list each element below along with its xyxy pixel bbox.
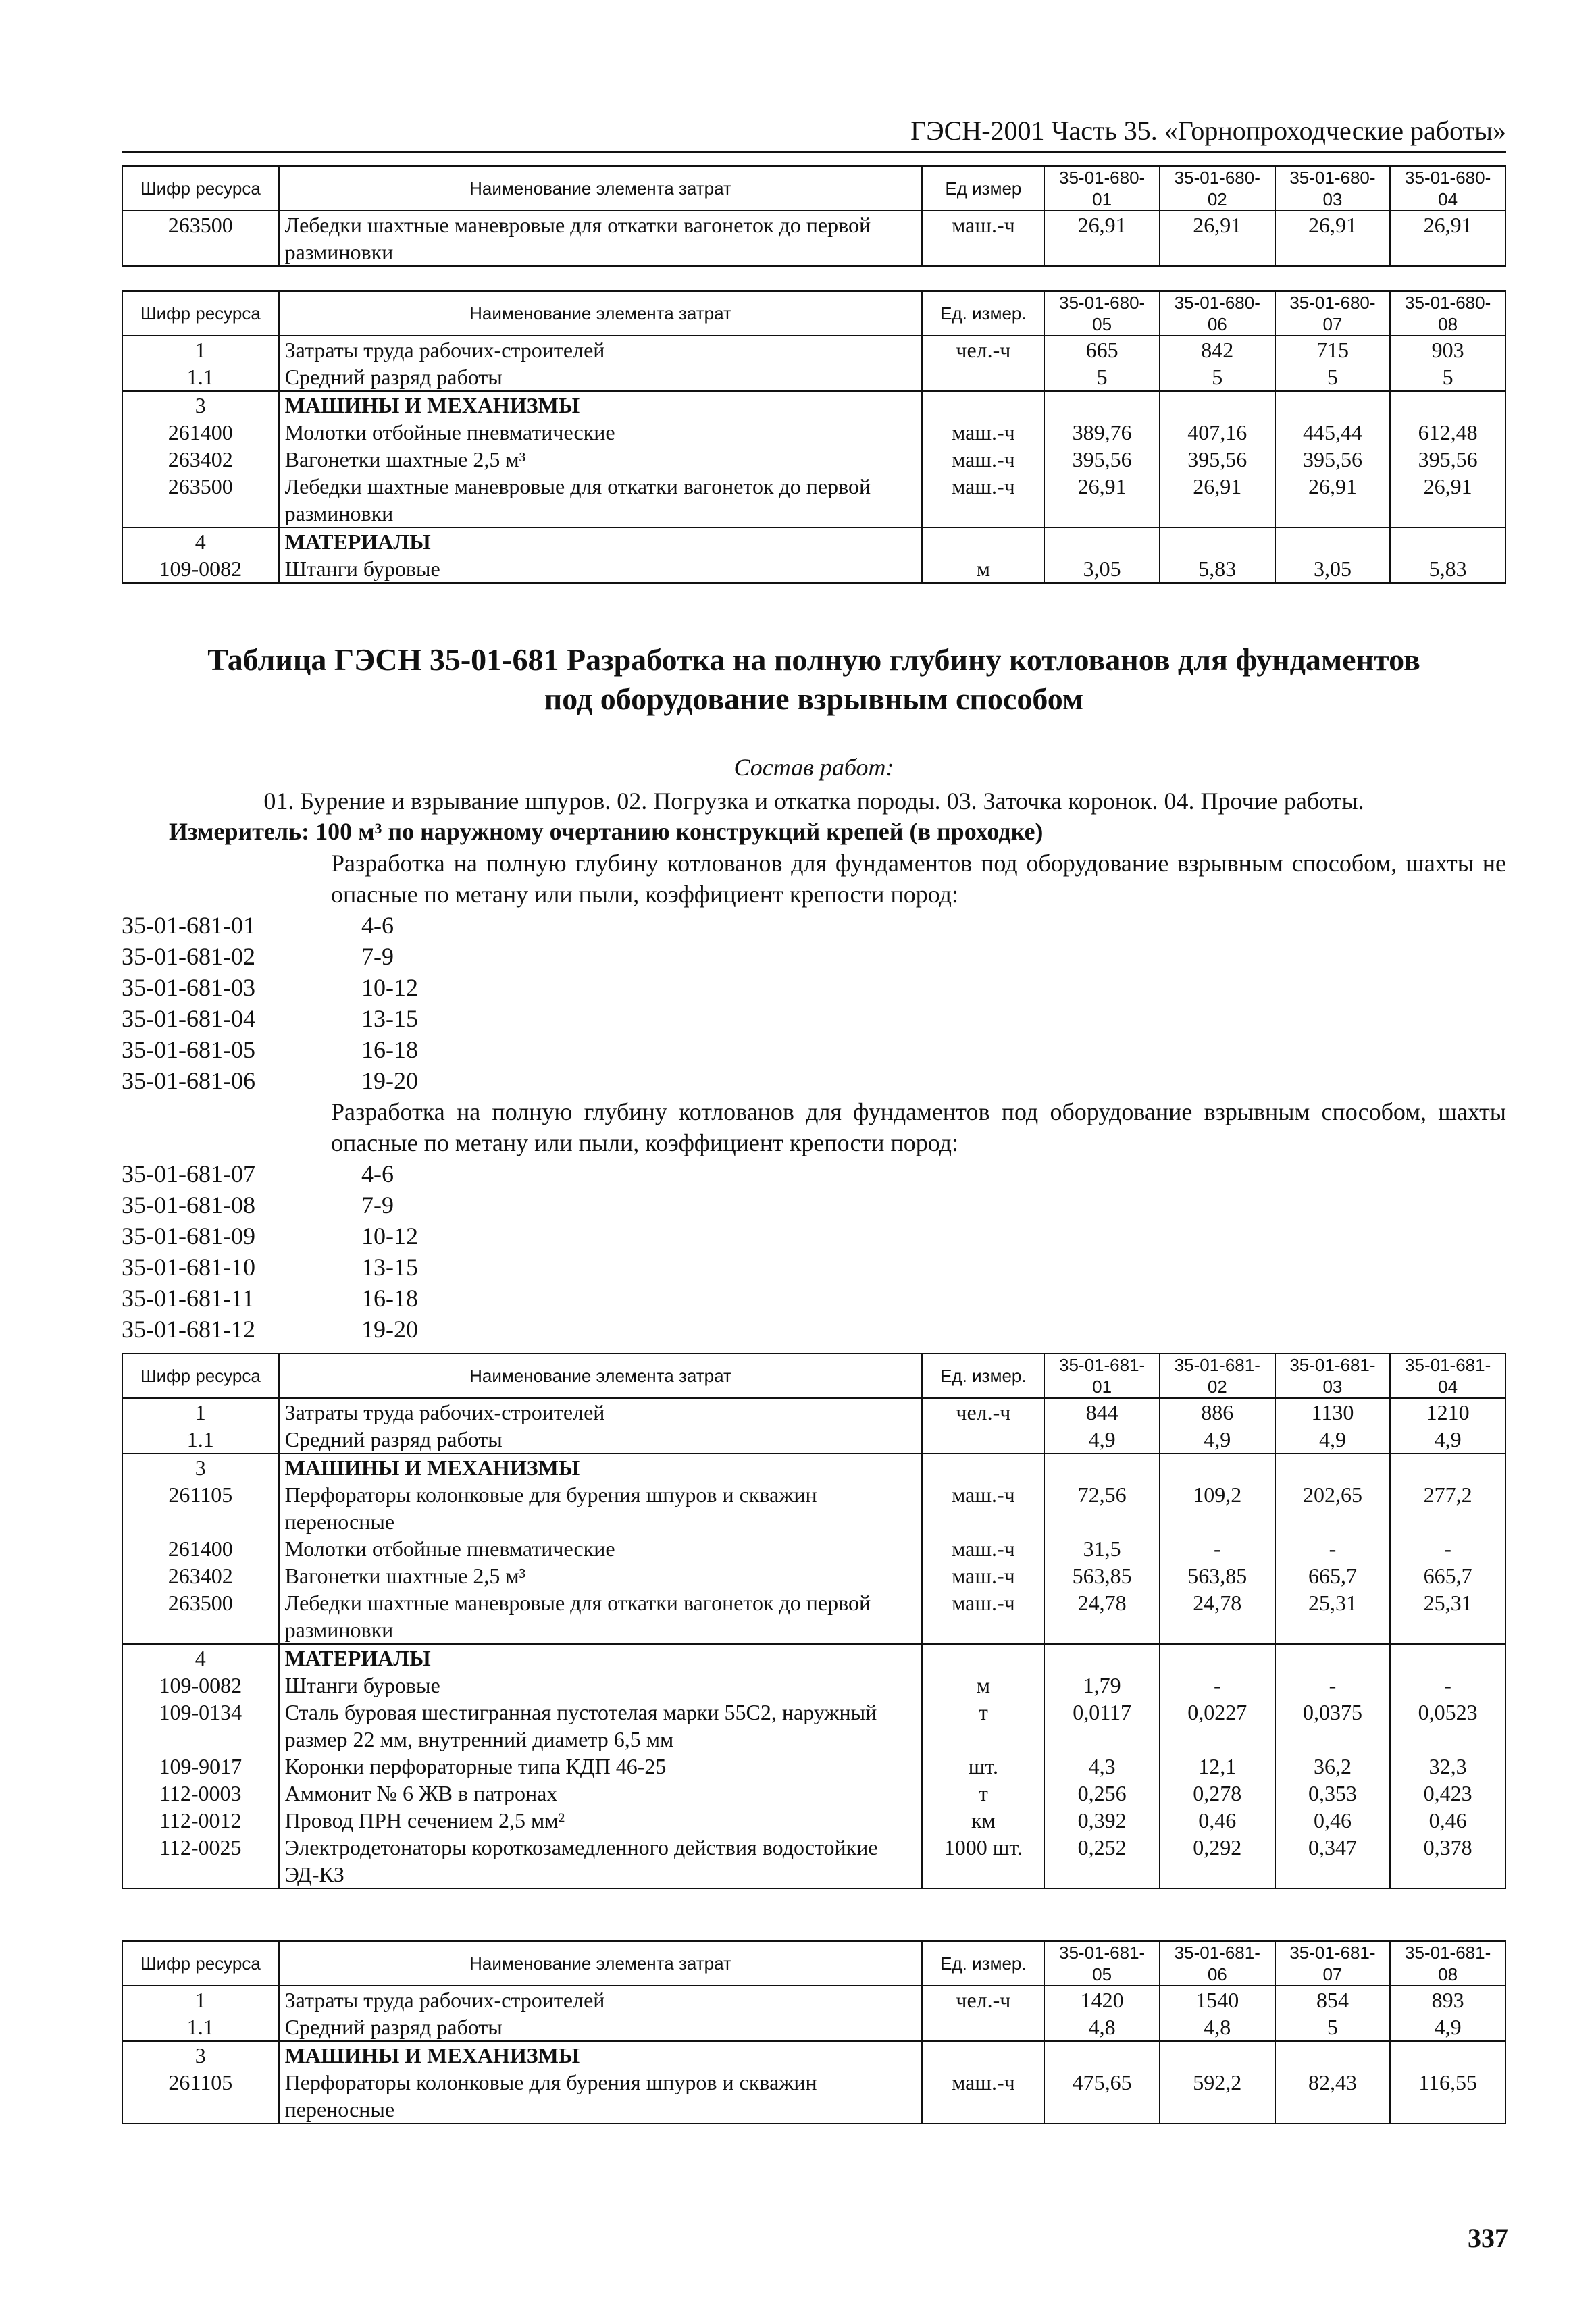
resource-code: 261105: [122, 2069, 279, 2124]
measure-label: Измеритель:: [169, 818, 310, 845]
resource-code: 112-0025: [122, 1834, 279, 1888]
resource-value: [1390, 1454, 1505, 1481]
table-row: [122, 1699, 1505, 1753]
resource-value: -: [1160, 1535, 1275, 1562]
col-variant-header: 35-01-681-07: [1275, 1941, 1391, 1986]
resource-value: 4,9: [1390, 1426, 1505, 1454]
variant-code: 35-01-681-01: [122, 912, 255, 939]
resource-value: 1540: [1160, 1986, 1275, 2013]
resource-value: 475,65: [1044, 2069, 1160, 2124]
col-code-header: Шифр ресурса: [122, 291, 279, 336]
resource-value: 4,3: [1044, 1753, 1160, 1780]
resource-name: Сталь буровая шестигранная пустотелая марки 55С2, наружный размер 22 мм, внутренний диаметр 6,5 мм: [279, 1699, 923, 1753]
table-row: [122, 1780, 1505, 1807]
resource-value: [1390, 391, 1505, 419]
resource-value: 592,2: [1160, 2069, 1275, 2124]
resource-value: 4,9: [1390, 2013, 1505, 2041]
resource-code: 1: [122, 1398, 279, 1426]
list-item: [122, 1220, 418, 1252]
resource-unit: 1000 шт.: [922, 1834, 1044, 1888]
col-variant-header: 35-01-680-07: [1275, 291, 1391, 336]
col-unit-header: Ед. измер.: [922, 1941, 1044, 1986]
resource-table-680-01-04: [122, 165, 1506, 267]
resource-value: 0,252: [1044, 1834, 1160, 1888]
col-name-header: Наименование элемента затрат: [279, 1354, 923, 1398]
col-variant-header: 35-01-681-04: [1390, 1354, 1505, 1398]
resource-name: Перфораторы колонковые для бурения шпуров и скважин переносные: [279, 1481, 923, 1535]
running-header: ГЭСН-2001 Часть 35. «Горнопроходческие работы»: [122, 115, 1506, 153]
table-row: [122, 555, 1505, 583]
resource-value: [1160, 391, 1275, 419]
resource-value: 0,292: [1160, 1834, 1275, 1888]
resource-name: Перфораторы колонковые для бурения шпуров и скважин переносные: [279, 2069, 923, 2124]
resource-name: Молотки отбойные пневматические: [279, 419, 923, 446]
resource-value: [1160, 528, 1275, 555]
resource-value: 407,16: [1160, 419, 1275, 446]
resource-code: 4: [122, 528, 279, 555]
resource-value: -: [1390, 1535, 1505, 1562]
resource-code: 263500: [122, 473, 279, 528]
resource-unit: м: [922, 555, 1044, 583]
resource-value: [1160, 1644, 1275, 1672]
resource-value: [1044, 1644, 1160, 1672]
variant-value: 19-20: [361, 1067, 418, 1094]
resource-value: [1275, 528, 1391, 555]
variant-value: 7-9: [361, 943, 394, 970]
resource-name: Вагонетки шахтные 2,5 м³: [279, 1562, 923, 1589]
variant-code: 35-01-681-05: [122, 1036, 255, 1063]
list-item: [122, 1003, 418, 1034]
resource-value: 665,7: [1390, 1562, 1505, 1589]
resource-value: 277,2: [1390, 1481, 1505, 1535]
resource-code: 263402: [122, 446, 279, 473]
col-code-header: Шифр ресурса: [122, 166, 279, 211]
resource-unit: маш.-ч: [922, 1589, 1044, 1644]
resource-value: 26,91: [1275, 473, 1391, 528]
col-name-header: Наименование элемента затрат: [279, 1941, 923, 1986]
variant-value: 19-20: [361, 1316, 418, 1343]
resource-value: 1420: [1044, 1986, 1160, 2013]
list-item: [122, 1065, 418, 1096]
variant-value: 16-18: [361, 1036, 418, 1063]
resource-unit: км: [922, 1807, 1044, 1834]
section-row: [122, 1644, 1505, 1672]
resource-unit: т: [922, 1780, 1044, 1807]
variant-code: 35-01-681-07: [122, 1160, 255, 1187]
list-item: [122, 972, 418, 1003]
resource-name: Средний разряд работы: [279, 363, 923, 391]
table-row: [122, 1481, 1505, 1535]
resource-value: 1210: [1390, 1398, 1505, 1426]
variant-list-2: [122, 1158, 418, 1345]
resource-value: 5: [1160, 363, 1275, 391]
resource-value: [1160, 2041, 1275, 2069]
resource-name: Провод ПРН сечением 2,5 мм²: [279, 1807, 923, 1834]
resource-code: 263500: [122, 1589, 279, 1644]
resource-value: [1275, 1454, 1391, 1481]
resource-value: [1275, 2041, 1391, 2069]
resource-code: 112-0012: [122, 1807, 279, 1834]
resource-value: 0,0117: [1044, 1699, 1160, 1753]
col-variant-header: 35-01-680-01: [1044, 166, 1160, 211]
resource-code: 109-0134: [122, 1699, 279, 1753]
resource-unit: [922, 1426, 1044, 1454]
variant-code: 35-01-681-02: [122, 943, 255, 970]
resource-unit: чел.-ч: [922, 1986, 1044, 2013]
resource-name: МАШИНЫ И МЕХАНИЗМЫ: [279, 2041, 923, 2069]
resource-value: 116,55: [1390, 2069, 1505, 2124]
table-row: [122, 1426, 1505, 1454]
resource-value: [1390, 2041, 1505, 2069]
resource-value: 5: [1275, 2013, 1391, 2041]
section-row: [122, 391, 1505, 419]
measure-line: [169, 817, 1043, 846]
list-item: [122, 1252, 418, 1283]
resource-unit: [922, 2013, 1044, 2041]
resource-value: 0,378: [1390, 1834, 1505, 1888]
resource-value: 842: [1160, 336, 1275, 363]
resource-value: 395,56: [1044, 446, 1160, 473]
col-variant-header: 35-01-681-02: [1160, 1354, 1275, 1398]
resource-name: МАШИНЫ И МЕХАНИЗМЫ: [279, 1454, 923, 1481]
resource-code: 109-0082: [122, 555, 279, 583]
resource-code: 3: [122, 391, 279, 419]
resource-value: 3,05: [1044, 555, 1160, 583]
variant-code: 35-01-681-10: [122, 1254, 255, 1281]
resource-value: 844: [1044, 1398, 1160, 1426]
col-variant-header: 35-01-680-03: [1275, 166, 1391, 211]
resource-code: 4: [122, 1644, 279, 1672]
table-row: [122, 1398, 1505, 1426]
col-variant-header: 35-01-681-08: [1390, 1941, 1505, 1986]
resource-value: 1130: [1275, 1398, 1391, 1426]
variant-code: 35-01-681-04: [122, 1005, 255, 1032]
resource-value: 24,78: [1044, 1589, 1160, 1644]
col-unit-header: Ед. измер.: [922, 1354, 1044, 1398]
resource-value: 26,91: [1044, 211, 1160, 266]
list-item: [122, 941, 418, 972]
resource-value: 563,85: [1160, 1562, 1275, 1589]
resource-unit: маш.-ч: [922, 1535, 1044, 1562]
resource-value: 0,423: [1390, 1780, 1505, 1807]
list-item: [122, 1189, 418, 1220]
resource-name: Затраты труда рабочих-строителей: [279, 1398, 923, 1426]
resource-code: 261105: [122, 1481, 279, 1535]
resource-value: 0,46: [1275, 1807, 1391, 1834]
variant-value: 4-6: [361, 1160, 394, 1187]
table-row: [122, 1562, 1505, 1589]
resource-value: [1160, 1454, 1275, 1481]
col-name-header: Наименование элемента затрат: [279, 166, 923, 211]
resource-name: МАТЕРИАЛЫ: [279, 528, 923, 555]
resource-code: 1.1: [122, 1426, 279, 1454]
resource-value: [1390, 1644, 1505, 1672]
variant-code: 35-01-681-06: [122, 1067, 255, 1094]
resource-name: Вагонетки шахтные 2,5 м³: [279, 446, 923, 473]
resource-name: Молотки отбойные пневматические: [279, 1535, 923, 1562]
resource-value: 1,79: [1044, 1672, 1160, 1699]
table-row: [122, 336, 1505, 363]
resource-unit: [922, 528, 1044, 555]
page-number: 337: [1468, 2223, 1508, 2253]
resource-value: 0,46: [1390, 1807, 1505, 1834]
table-row: [122, 1589, 1505, 1644]
resource-value: 3,05: [1275, 555, 1391, 583]
resource-unit: [922, 1644, 1044, 1672]
variant-value: 7-9: [361, 1191, 394, 1218]
resource-code: 3: [122, 2041, 279, 2069]
resource-unit: маш.-ч: [922, 211, 1044, 266]
resource-unit: [922, 391, 1044, 419]
resource-unit: [922, 363, 1044, 391]
resource-table-681-01-04: [122, 1353, 1506, 1889]
resource-unit: маш.-ч: [922, 473, 1044, 528]
resource-value: 24,78: [1160, 1589, 1275, 1644]
table-row: [122, 1535, 1505, 1562]
variant-code: 35-01-681-12: [122, 1316, 255, 1343]
resource-value: [1275, 1644, 1391, 1672]
resource-name: Затраты труда рабочих-строителей: [279, 336, 923, 363]
table-title-line2: под оборудование взрывным способом: [544, 682, 1084, 716]
resource-code: 109-0082: [122, 1672, 279, 1699]
resource-value: 5,83: [1160, 555, 1275, 583]
col-code-header: Шифр ресурса: [122, 1941, 279, 1986]
resource-name: Электродетонаторы короткозамедленного действия водостойкие ЭД-КЗ: [279, 1834, 923, 1888]
table-title: [122, 640, 1506, 719]
resource-value: 202,65: [1275, 1481, 1391, 1535]
resource-value: 26,91: [1275, 211, 1391, 266]
variant-group-description: Разработка на полную глубину котлованов для фундаментов под оборудование взрывным способом, шахты опасные по метану или пыли, коэффициент крепости пород:: [331, 1098, 1506, 1156]
resource-value: 5: [1044, 363, 1160, 391]
variant-list-1: [122, 910, 418, 1096]
resource-unit: т: [922, 1699, 1044, 1753]
resource-value: -: [1275, 1672, 1391, 1699]
resource-value: 4,8: [1160, 2013, 1275, 2041]
resource-value: 665: [1044, 336, 1160, 363]
resource-code: 1: [122, 1986, 279, 2013]
resource-value: 395,56: [1390, 446, 1505, 473]
list-item: [122, 1314, 418, 1345]
table-row: [122, 1753, 1505, 1780]
table-row: [122, 446, 1505, 473]
resource-value: 4,8: [1044, 2013, 1160, 2041]
resource-value: 25,31: [1390, 1589, 1505, 1644]
section-row: [122, 528, 1505, 555]
col-variant-header: 35-01-680-06: [1160, 291, 1275, 336]
list-item: [122, 910, 418, 941]
resource-value: [1044, 1454, 1160, 1481]
resource-code: 112-0003: [122, 1780, 279, 1807]
variant-value: 10-12: [361, 1223, 418, 1250]
table-row: [122, 419, 1505, 446]
resource-value: 0,46: [1160, 1807, 1275, 1834]
resource-value: [1044, 528, 1160, 555]
resource-value: 26,91: [1044, 473, 1160, 528]
resource-value: 12,1: [1160, 1753, 1275, 1780]
col-variant-header: 35-01-681-03: [1275, 1354, 1391, 1398]
col-unit-header: Ед измер: [922, 166, 1044, 211]
composition-text: 01. Бурение и взрывание шпуров. 02. Погрузка и откатка породы. 03. Заточка коронок. 04. Прочие работы.: [263, 788, 1364, 815]
resource-value: 72,56: [1044, 1481, 1160, 1535]
resource-unit: м: [922, 1672, 1044, 1699]
resource-value: 612,48: [1390, 419, 1505, 446]
resource-value: 445,44: [1275, 419, 1391, 446]
variant-code: 35-01-681-08: [122, 1191, 255, 1218]
resource-value: 715: [1275, 336, 1391, 363]
resource-value: 82,43: [1275, 2069, 1391, 2124]
table-title-line1: Таблица ГЭСН 35-01-681 Разработка на полную глубину котлованов для фундаментов: [207, 642, 1420, 677]
resource-value: -: [1275, 1535, 1391, 1562]
table-row: [122, 1807, 1505, 1834]
resource-value: 36,2: [1275, 1753, 1391, 1780]
variant-group-description: Разработка на полную глубину котлованов для фундаментов под оборудование взрывным способом, шахты не опасные по метану или пыли, коэффициент крепости пород:: [331, 850, 1506, 908]
col-unit-header: Ед. измер.: [922, 291, 1044, 336]
resource-code: 261400: [122, 419, 279, 446]
resource-code: 1: [122, 336, 279, 363]
resource-unit: чел.-ч: [922, 336, 1044, 363]
resource-value: 4,9: [1275, 1426, 1391, 1454]
list-item: [122, 1158, 418, 1189]
resource-unit: [922, 2041, 1044, 2069]
resource-value: 0,392: [1044, 1807, 1160, 1834]
table-row: [122, 211, 1505, 266]
resource-value: 26,91: [1160, 473, 1275, 528]
resource-value: 26,91: [1390, 473, 1505, 528]
col-variant-header: 35-01-680-05: [1044, 291, 1160, 336]
col-variant-header: 35-01-681-05: [1044, 1941, 1160, 1986]
resource-value: [1044, 2041, 1160, 2069]
list-item: [122, 1283, 418, 1314]
resource-value: 0,0375: [1275, 1699, 1391, 1753]
resource-value: 5,83: [1390, 555, 1505, 583]
resource-name: Лебедки шахтные маневровые для откатки вагонеток до первой разминовки: [279, 473, 923, 528]
resource-value: 0,256: [1044, 1780, 1160, 1807]
resource-value: 32,3: [1390, 1753, 1505, 1780]
variant-code: 35-01-681-03: [122, 974, 255, 1001]
resource-value: 563,85: [1044, 1562, 1160, 1589]
resource-name: МАШИНЫ И МЕХАНИЗМЫ: [279, 391, 923, 419]
resource-value: 4,9: [1160, 1426, 1275, 1454]
resource-value: 665,7: [1275, 1562, 1391, 1589]
resource-value: 26,91: [1160, 211, 1275, 266]
resource-value: 395,56: [1275, 446, 1391, 473]
col-variant-header: 35-01-681-01: [1044, 1354, 1160, 1398]
resource-unit: маш.-ч: [922, 419, 1044, 446]
col-variant-header: 35-01-681-06: [1160, 1941, 1275, 1986]
resource-unit: маш.-ч: [922, 1481, 1044, 1535]
resource-name: Средний разряд работы: [279, 2013, 923, 2041]
variant-value: 13-15: [361, 1254, 418, 1281]
resource-unit: [922, 1454, 1044, 1481]
resource-value: -: [1390, 1672, 1505, 1699]
variant-code: 35-01-681-11: [122, 1285, 255, 1312]
table-row: [122, 2069, 1505, 2124]
resource-value: 903: [1390, 336, 1505, 363]
table-row: [122, 473, 1505, 528]
col-variant-header: 35-01-680-02: [1160, 166, 1275, 211]
resource-value: 5: [1275, 363, 1391, 391]
table-row: [122, 1672, 1505, 1699]
resource-value: 0,347: [1275, 1834, 1391, 1888]
resource-value: [1044, 391, 1160, 419]
col-variant-header: 35-01-680-08: [1390, 291, 1505, 336]
resource-value: 0,0227: [1160, 1699, 1275, 1753]
variant-value: 16-18: [361, 1285, 418, 1312]
resource-name: Средний разряд работы: [279, 1426, 923, 1454]
resource-unit: маш.-ч: [922, 446, 1044, 473]
resource-code: 109-9017: [122, 1753, 279, 1780]
resource-value: 31,5: [1044, 1535, 1160, 1562]
resource-value: 0,278: [1160, 1780, 1275, 1807]
resource-value: 886: [1160, 1398, 1275, 1426]
resource-value: [1275, 391, 1391, 419]
resource-name: Лебедки шахтные маневровые для откатки вагонеток до первой разминовки: [279, 1589, 923, 1644]
section-row: [122, 1454, 1505, 1481]
resource-table-681-05-08: [122, 1940, 1506, 2124]
resource-value: 25,31: [1275, 1589, 1391, 1644]
resource-value: 395,56: [1160, 446, 1275, 473]
resource-name: Затраты труда рабочих-строителей: [279, 1986, 923, 2013]
resource-value: -: [1160, 1672, 1275, 1699]
table-row: [122, 2013, 1505, 2041]
resource-value: 389,76: [1044, 419, 1160, 446]
section-row: [122, 2041, 1505, 2069]
resource-code: 3: [122, 1454, 279, 1481]
resource-unit: маш.-ч: [922, 1562, 1044, 1589]
resource-unit: маш.-ч: [922, 2069, 1044, 2124]
variant-code: 35-01-681-09: [122, 1223, 255, 1250]
variant-value: 10-12: [361, 974, 418, 1001]
resource-table-680-05-08: [122, 290, 1506, 584]
resource-unit: шт.: [922, 1753, 1044, 1780]
resource-code: 261400: [122, 1535, 279, 1562]
resource-unit: чел.-ч: [922, 1398, 1044, 1426]
col-name-header: Наименование элемента затрат: [279, 291, 923, 336]
col-variant-header: 35-01-680-04: [1390, 166, 1505, 211]
resource-name: Штанги буровые: [279, 555, 923, 583]
col-code-header: Шифр ресурса: [122, 1354, 279, 1398]
resource-value: 5: [1390, 363, 1505, 391]
resource-value: 0,353: [1275, 1780, 1391, 1807]
resource-value: [1390, 528, 1505, 555]
resource-code: 263500: [122, 211, 279, 266]
resource-name: Коронки перфораторные типа КДП 46-25: [279, 1753, 923, 1780]
resource-value: 4,9: [1044, 1426, 1160, 1454]
table-row: [122, 1986, 1505, 2013]
composition-title: Состав работ:: [733, 754, 894, 781]
resource-name: Штанги буровые: [279, 1672, 923, 1699]
resource-name: Лебедки шахтные маневровые для откатки вагонеток до первой разминовки: [279, 211, 923, 266]
resource-code: 1.1: [122, 363, 279, 391]
table-row: [122, 363, 1505, 391]
resource-code: 263402: [122, 1562, 279, 1589]
resource-value: 26,91: [1390, 211, 1505, 266]
measure-value: 100 м³ по наружному очертанию конструкций крепей (в проходке): [315, 818, 1044, 845]
resource-value: 0,0523: [1390, 1699, 1505, 1753]
resource-name: МАТЕРИАЛЫ: [279, 1644, 923, 1672]
variant-value: 4-6: [361, 912, 394, 939]
variant-value: 13-15: [361, 1005, 418, 1032]
resource-value: 893: [1390, 1986, 1505, 2013]
resource-value: 854: [1275, 1986, 1391, 2013]
resource-value: 109,2: [1160, 1481, 1275, 1535]
resource-code: 1.1: [122, 2013, 279, 2041]
list-item: [122, 1034, 418, 1065]
resource-name: Аммонит № 6 ЖВ в патронах: [279, 1780, 923, 1807]
table-row: [122, 1834, 1505, 1888]
